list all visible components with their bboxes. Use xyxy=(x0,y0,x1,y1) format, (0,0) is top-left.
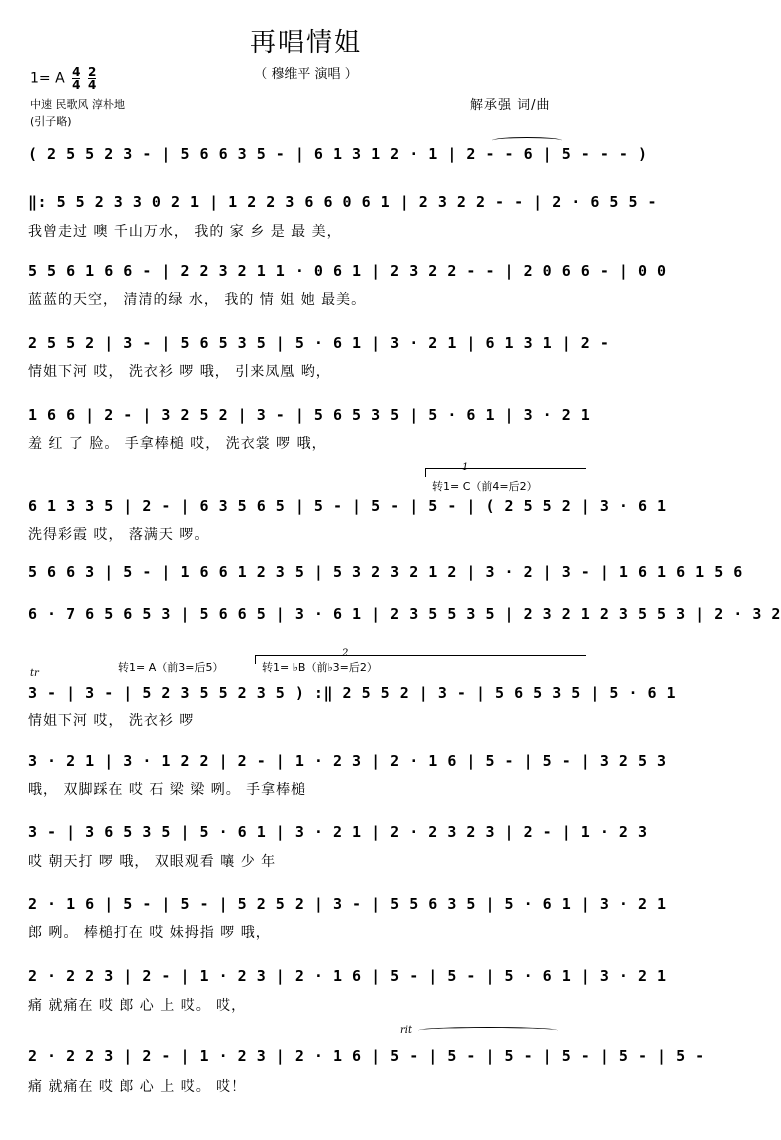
singer-credit: （ 穆维平 演唱 ） xyxy=(254,67,358,82)
volta-number-1: 1 xyxy=(462,462,469,473)
trill-mark: tr xyxy=(30,668,39,679)
notation-line-8: 6 · 7 6 5 6 5 3 | 5 6 6 5 | 3 · 6 1 | 2 3 5 5 3 5 | 2 3 2 1 2 3 5 5 3 | 2 · 3 2 xyxy=(28,605,781,623)
volta-bracket-1 xyxy=(425,468,586,477)
lyrics-line-4: 情姐下河 哎， 洗衣衫 啰 哦， 引来凤凰 哟， xyxy=(28,364,331,380)
tempo-marking: 中速 民歌风 淳朴地 xyxy=(30,98,125,111)
ritardando-mark: rit xyxy=(400,1025,412,1036)
time-signature-1: $\frac{4}{4}$ xyxy=(72,65,81,92)
key-label: 1= A xyxy=(30,70,65,87)
notation-line-3: 5 5 6 1 6 6 - | 2 2 3 2 1 1 · 0 6 1 | 2 3 2 2 - - | 2 0 6 6 - | 0 0 xyxy=(28,262,667,280)
lyrics-line-6: 洗得彩霞 哎， 落满天 啰。 xyxy=(28,527,210,543)
notation-line-2: ‖: 5 5 2 3 3 0 2 1 | 1 2 2 3 6 6 0 6 1 | 2 3 2 2 - - | 2 · 6 5 5 - xyxy=(28,193,658,211)
lyrics-line-3: 蓝蓝的天空， 清清的绿 水， 我的 情 姐 她 最美。 xyxy=(28,292,367,308)
notation-line-12: 2 · 1 6 | 5 - | 5 - | 5 2 5 2 | 3 - | 5 5 6 3 5 | 5 · 6 1 | 3 · 2 1 xyxy=(28,895,667,913)
notation-line-4: 2 5 5 2 | 3 - | 5 6 5 3 5 | 5 · 6 1 | 3 · 2 1 | 6 1 3 1 | 2 - xyxy=(28,334,610,352)
author-credit: 解承强 词/曲 xyxy=(470,98,551,113)
lyrics-line-10: 哦， 双脚踩在 哎 石 梁 梁 咧。 手拿棒槌 xyxy=(28,782,307,798)
notation-line-6: 6 1 3 3 5 | 2 - | 6 3 5 6 5 | 5 - | 5 - | 5 - | ( 2 5 5 2 | 3 · 6 1 xyxy=(28,497,667,515)
notation-line-10: 3 · 2 1 | 3 · 1 2 2 | 2 - | 1 · 2 3 | 2 · 1 6 | 5 - | 5 - | 3 2 5 3 xyxy=(28,752,667,770)
notation-line-5: 1 6 6 | 2 - | 3 2 5 2 | 3 - | 5 6 5 3 5 | 5 · 6 1 | 3 · 2 1 xyxy=(28,406,591,424)
key-signature xyxy=(30,66,96,91)
modulation-mark-3: 转1= ♭B（前♭3=后2） xyxy=(262,661,378,674)
modulation-mark-2: 转1= A（前3=后5） xyxy=(118,661,224,674)
notation-line-11: 3 - | 3 6 5 3 5 | 5 · 6 1 | 3 · 2 1 | 2 · 2 3 2 3 | 2 - | 1 · 2 3 xyxy=(28,823,648,841)
notation-line-9: 3 - | 3 - | 5 2 3 5 5 2 3 5 ) :‖ 2 5 5 2 | 3 - | 5 6 5 3 5 | 5 · 6 1 xyxy=(28,684,677,702)
lyrics-line-13: 痛 就痛在 哎 郎 心 上 哎。 哎， xyxy=(28,998,247,1014)
volta-number-2: 2 xyxy=(342,648,349,659)
notation-line-13: 2 · 2 2 3 | 2 - | 1 · 2 3 | 2 · 1 6 | 5 - | 5 - | 5 · 6 1 | 3 · 2 1 xyxy=(28,967,667,985)
lyrics-line-5: 羞 红 了 脸。 手拿棒槌 哎， 洗衣裳 啰 哦， xyxy=(28,436,327,452)
lyrics-line-2: 我曾走过 噢 千山万水， 我的 家 乡 是 最 美， xyxy=(28,224,342,240)
intro-note: (引子略) xyxy=(30,115,72,128)
modulation-mark-1: 转1= C（前4=后2） xyxy=(432,480,538,493)
lyrics-line-14: 痛 就痛在 哎 郎 心 上 哎。 哎！ xyxy=(28,1079,247,1095)
notation-line-14: 2 · 2 2 3 | 2 - | 1 · 2 3 | 2 · 1 6 | 5 - | 5 - | 5 - | 5 - | 5 - | 5 - xyxy=(28,1047,705,1065)
lyrics-line-9: 情姐下河 哎， 洗衣衫 啰 xyxy=(28,713,195,729)
slur xyxy=(492,137,562,144)
time-signature-2: $\frac{2}{4}$ xyxy=(87,65,97,92)
lyrics-line-12: 郎 咧。 棒槌打在 哎 妹拇指 啰 哦， xyxy=(28,925,271,941)
notation-line-1: ( 2 5 5 2 3 - | 5 6 6 3 5 - | 6 1 3 1 2 · 1 | 2 - - 6 | 5 - - - ) xyxy=(28,145,648,163)
lyrics-line-11: 哎 朝天打 啰 哦， 双眼观看 嚷 少 年 xyxy=(28,854,277,870)
slur xyxy=(418,1027,558,1034)
notation-line-7: 5 6 6 3 | 5 - | 1 6 6 1 2 3 5 | 5 3 2 3 2 1 2 | 3 · 2 | 3 - | 1 6 1 6 1 5 6 xyxy=(28,563,743,581)
song-title: 再唱情姐 xyxy=(249,28,362,58)
